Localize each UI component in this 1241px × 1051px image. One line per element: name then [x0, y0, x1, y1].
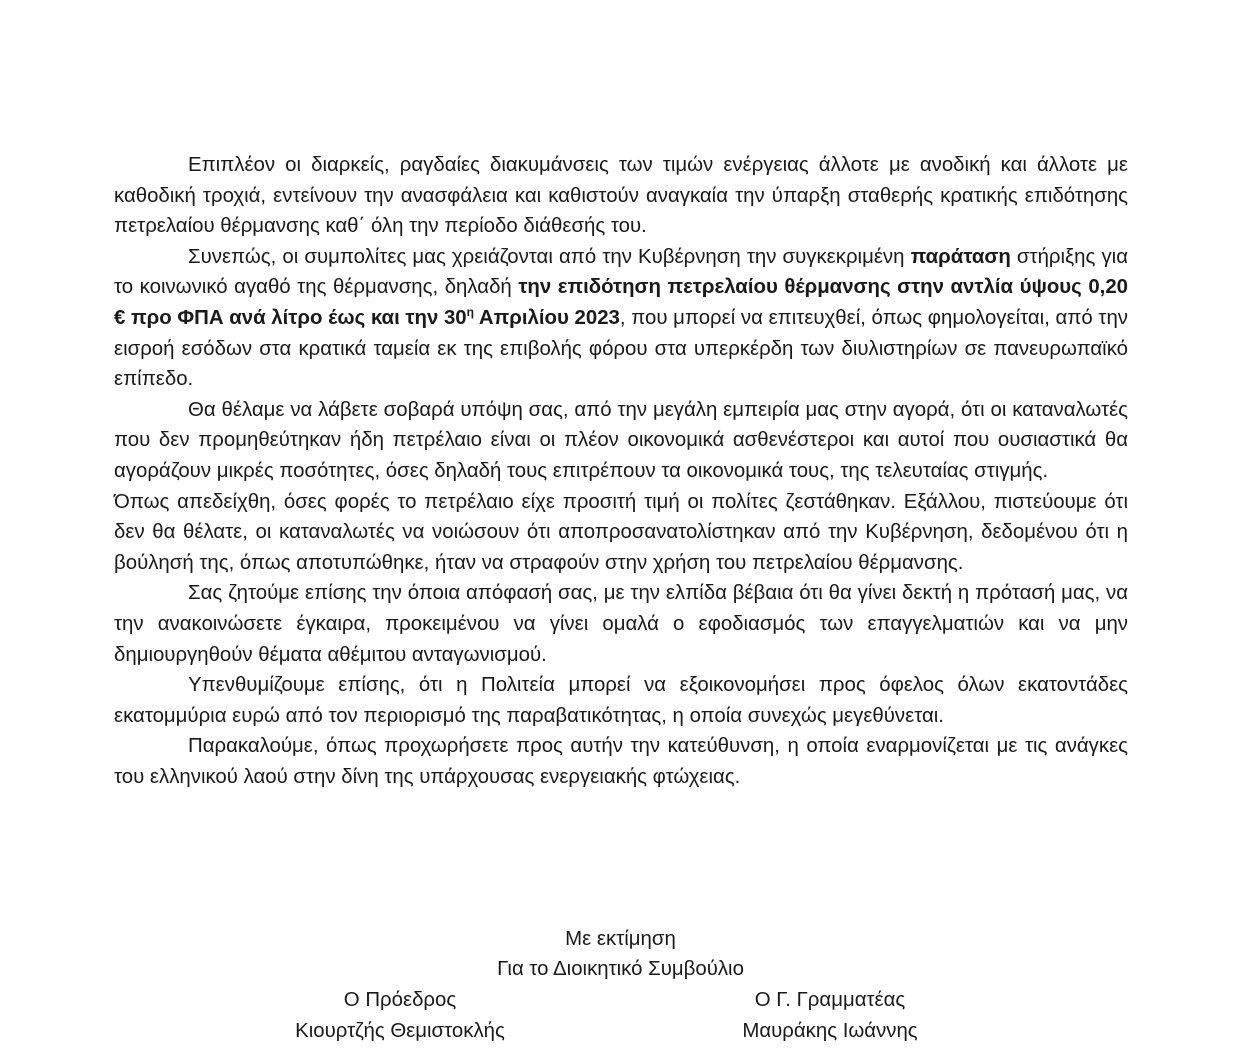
paragraph-4: Όπως απεδείχθη, όσες φορές το πετρέλαιο είχε προσιτή τιμή οι πολίτες ζεστάθηκαν. Εξάλλου, πιστεύουμε ότι δεν θα θέλατε, οι καταναλωτές να νοιώσουν ότι αποπροσανατολίστηκαν από την Κυβέρνηση, δεδομένου ότι η βούλησή της, όπως αποτυπώθηκε, ήταν να στραφούν στην χρήση του πετρελαίου θέρμανσης. — [114, 490, 1128, 574]
paragraph-7: Παρακαλούμε, όπως προχωρήσετε προς αυτήν την κατεύθυνση, η οποία εναρμονίζεται με τις ανάγκες του ελληνικού λαού στην δίνη της υπάρχουσας ενεργειακής φτώχειας. — [114, 735, 1128, 788]
paragraph-2-bold-date: Απριλίου 2023 — [474, 306, 620, 329]
letter-body — [114, 150, 1128, 792]
paragraph-5: Σας ζητούμε επίσης την όποια απόφασή σας, με την ελπίδα βέβαια ότι θα γίνει δεκτή η πρότασή μας, να την ανακοινώσετε έγκαιρα, προκειμένου να γίνει ομαλά ο εφοδιασμός των επαγγελματιών και να μην δημιουργηθούν θέματα αθέμιτου ανταγωνισμού. — [114, 582, 1128, 666]
paragraph-2-text-a: Συνεπώς, οι συμπολίτες μας χρειάζονται από την Κυβέρνηση την συγκεκριμένη — [188, 245, 911, 268]
signature-secretary-title: Ο Γ. Γραμματέας — [754, 989, 906, 1011]
paragraph-2-bold-subsidy-text: την επιδότηση πετρελαίου θέρμανσης στην αντλία ύψους 0,20 € προ ΦΠΑ ανά λίτρο έως και την 30 — [114, 276, 1129, 329]
signature-secretary-name: Μαυράκης Ιωάννης — [742, 1020, 918, 1042]
paragraph-3: Θα θέλαμε να λάβετε σοβαρά υπόψη σας, από την μεγάλη εμπειρία μας στην αγορά, ότι οι καταναλωτές που δεν προμηθεύτηκαν ήδη πετρέλαιο είναι οι πλέον οικονομικά ασθενέστεροι και αυτοί που ουσιαστικά θα αγοράζουν μικρές ποσότητες, όσες δηλαδή τους επιτρέπουν τα οικονομικά τους, της τελευταίας στιγμής. — [114, 398, 1128, 482]
signature-board: Για το Διοικητικό Συμβούλιο — [497, 958, 744, 980]
paragraph-6: Υπενθυμίζουμε επίσης, ότι η Πολιτεία μπορεί να εξοικονομήσει προς όφελος όλων εκατοντάδες εκατομμύρια ευρώ από τον περιορισμό της παραβατικότητας, η οποία συνεχώς μεγεθύνεται. — [114, 674, 1128, 727]
signature-president-name: Κιουρτζής Θεμιστοκλής — [295, 1020, 505, 1042]
paragraph-2 — [114, 242, 1128, 395]
paragraph-2-text-c: στήριξης για το κοινωνικό αγαθό της θέρμανσης, δηλαδή — [114, 245, 1128, 299]
paragraph-1: Επιπλέον οι διαρκείς, ραγδαίες διακυμάνσεις των τιμών ενέργειας άλλοτε με ανοδική και άλλοτε με καθοδική τροχιά, εντείνουν την ανασφάλεια και καθιστούν αναγκαία την ύπαρξη σταθερής κρατικής επιδότησης πετρελαίου θέρμανσης καθ΄ όλη την περίοδο διάθεσής του. — [114, 154, 1128, 238]
paragraph-2-bold-extension: παράταση — [910, 245, 1011, 268]
ordinal-superscript: η — [466, 304, 474, 319]
signature-closing: Με εκτίμηση — [565, 928, 676, 950]
paragraph-2-text-f: , που μπορεί να επιτευχθεί, όπως φημολογείται, από την εισροή εσόδων στα κρατικά ταμεία εκ της επιβολής φόρου στα υπερκέρδη των διυλιστηρίων σε πανευρωπαϊκό επίπεδο. — [114, 306, 1128, 391]
signature-president-title: Ο Πρόεδρος — [343, 989, 457, 1011]
